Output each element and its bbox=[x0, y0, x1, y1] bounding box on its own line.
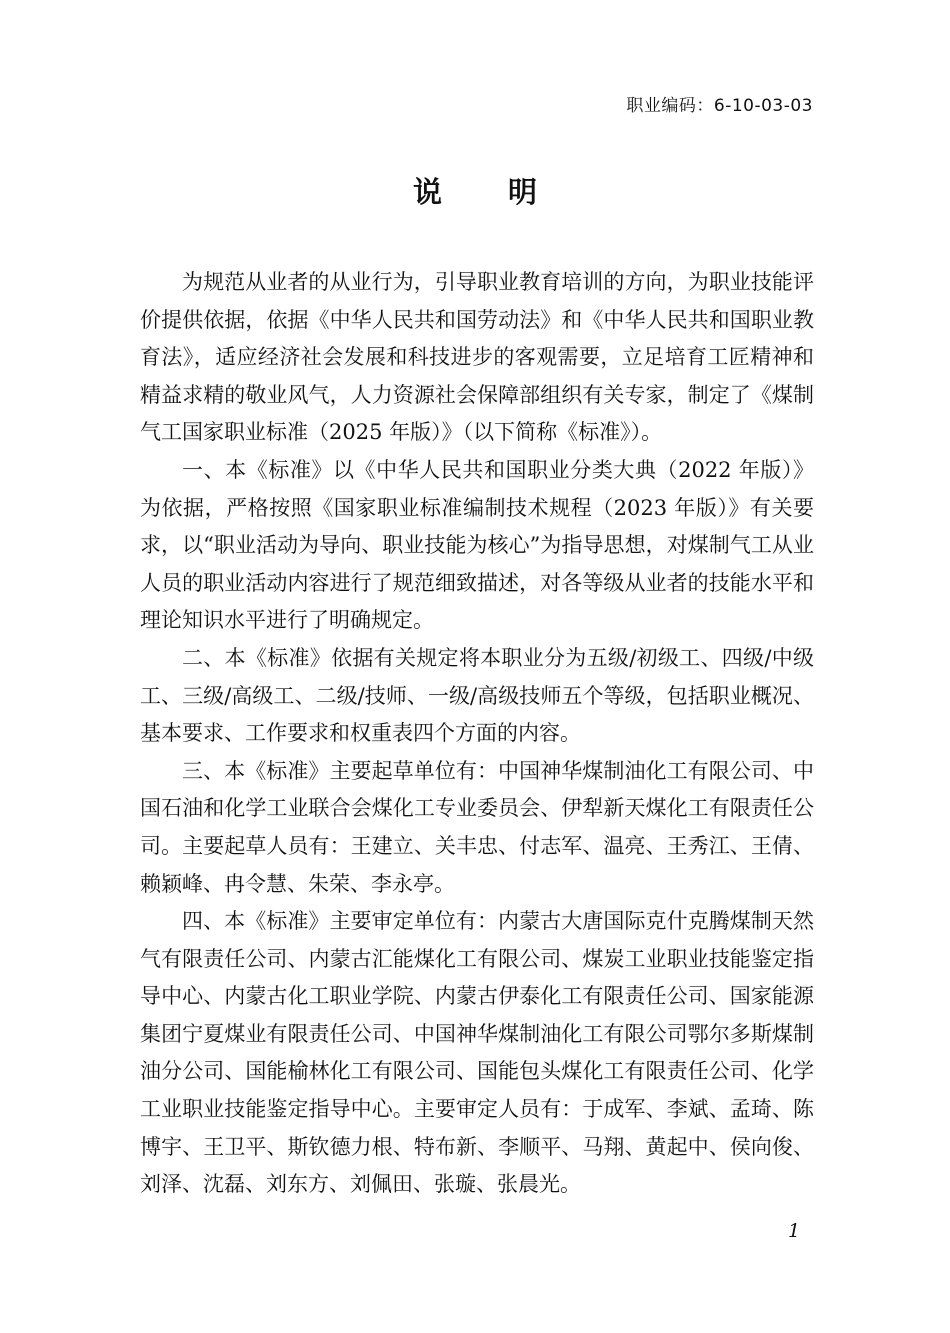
paragraph-basis: 一、本《标准》以《中华人民共和国职业分类大典（2022 年版）》为依据，严格按照《国家职业标准编制技术规程（2023 年版）》有关要求，以“职业活动为导向、职业技能为核心”为指导思想，对煤制气工从业人员的职业活动内容进行了规范细致描述，对各等级从业者的技能水平和理论知识水平进行了明确规定。 bbox=[140, 457, 814, 633]
paragraph-levels: 二、本《标准》依据有关规定将本职业分为五级/初级工、四级/中级工、三级/高级工、二级/技师、一级/高级技师五个等级，包括职业概况、基本要求、工作要求和权重表四个方面的内容。 bbox=[140, 645, 814, 746]
page-title: 说明 bbox=[412, 175, 603, 209]
page-number: 1 bbox=[788, 1220, 801, 1242]
intro-paragraph: 为规范从业者的从业行为，引导职业教育培训的方向，为职业技能评价提供依据，依据《中华人民共和国劳动法》和《中华人民共和国职业教育法》，适应经济社会发展和科技进步的客观需要，立足培育工匠精神和精益求精的敬业风气，人力资源社会保障部组织有关专家，制定了《煤制气工国家职业标准（2025 年版）》（以下简称《标准》）。 bbox=[140, 270, 814, 445]
document-body bbox=[140, 264, 814, 1204]
paragraph-drafting-units: 三、本《标准》主要起草单位有：中国神华煤制油化工有限公司、中国石油和化学工业联合会煤化工专业委员会、伊犁新天煤化工有限责任公司。主要起草人员有：王建立、关丰忠、付志军、温亮、王秀江、王倩、赖颖峰、冉令慧、朱荣、李永亭。 bbox=[140, 758, 814, 896]
paragraph-review-units: 四、本《标准》主要审定单位有：内蒙古大唐国际克什克腾煤制天然气有限责任公司、内蒙古汇能煤化工有限公司、煤炭工业职业技能鉴定指导中心、内蒙古化工职业学院、内蒙古伊泰化工有限责任公司、国家能源集团宁夏煤业有限责任公司、中国神华煤制油化工有限公司鄂尔多斯煤制油分公司、国能榆林化工有限公司、国能包头煤化工有限责任公司、化学工业职业技能鉴定指导中心。主要审定人员有：于成军、李斌、孟琦、陈博宇、王卫平、斯钦德力根、特布新、李顺平、马翔、黄起中、侯向俊、刘泽、沈磊、刘东方、刘佩田、张璇、张晨光。 bbox=[140, 909, 814, 1197]
occupation-code: 职业编码：6-10-03-03 bbox=[626, 96, 813, 116]
